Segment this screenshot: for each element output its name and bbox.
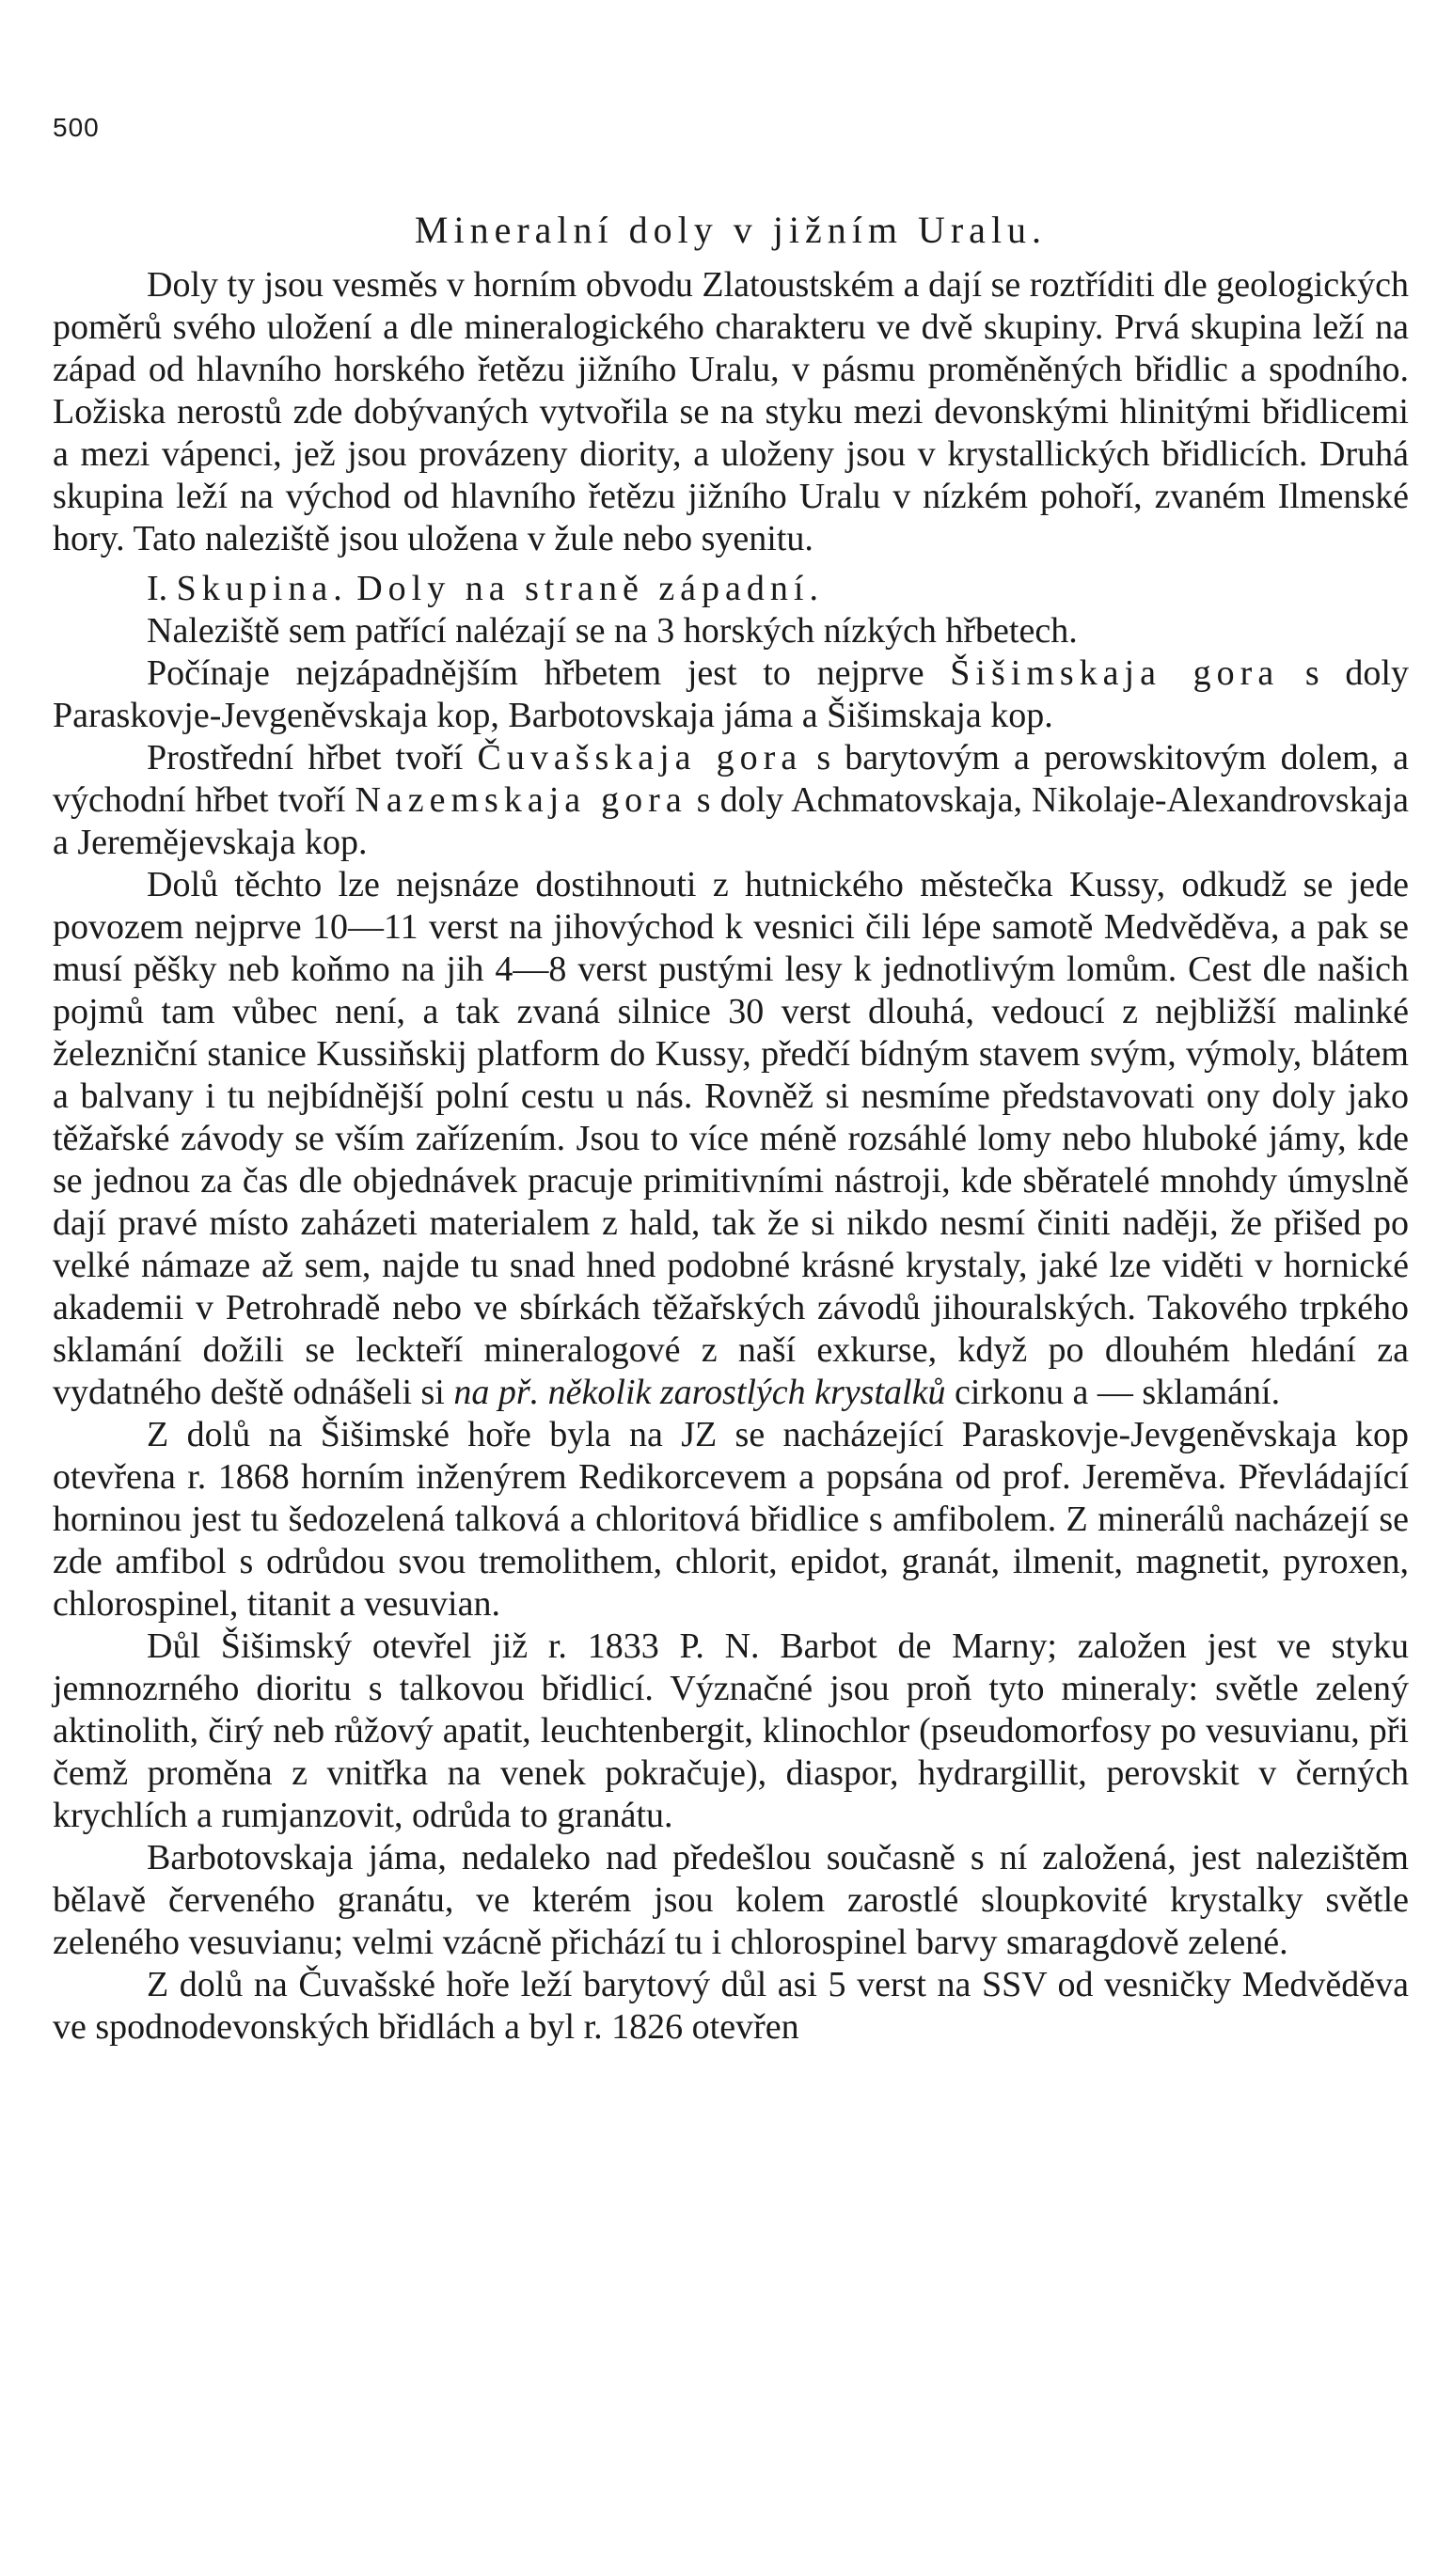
place-name: Čuvašskaja gora: [477, 738, 803, 778]
text-fragment: Prostřední hřbet tvoří: [147, 738, 464, 778]
paragraph-paraskovje: Z dolů na Šišimské hoře byla na JZ se nacházející Paraskovje-Jevgeněvskaja kop otevřena r. 1868 horním inženýrem Redikorcevem a popsána od prof. Jeremĕva. Převládající horninou jest tu šedozelená talková a chloritová břidlice s amfibolem. Z minerálů nacházejí se zde amfibol s odrůdou svou tremolithem, chlorit, epidot, granát, ilmenit, magnetit, pyroxen, chlorospinel, titanit a vesuvian.: [53, 1415, 1409, 1624]
page-number: 500: [53, 113, 100, 142]
article-title: Mineralní doly v jižním Uralu.: [414, 209, 1048, 251]
paragraph-sisimsky-mine: Důl Šišimský otevřel již r. 1833 P. N. Barbot de Marny; založen jest ve styku jemnozrného dioritu s talkovou břidlicí. Význačné jsou proň tyto mineraly: světle zelený aktinolith, čirý neb růžový apatit, leuchtenbergit, klinochlor (pseudomorfosy po vesuvianu, při čemž proměna z vnitřka na venek pokračuje), diaspor, hydrargillit, perovskit v černých krychlích a rumjanzovit, odrůda to granátu.: [53, 1626, 1409, 1835]
paragraph-sisimskaja: [53, 652, 1409, 737]
text-fragment: cirkonu a — sklamání.: [954, 1373, 1281, 1412]
section-heading: [53, 568, 1409, 610]
paragraph-localities: Naleziště sem patřící nalézají se na 3 horských nízkých hřbetech.: [147, 611, 1078, 651]
italic-fragment: na př. několik zarostlých krystalků: [453, 1373, 946, 1412]
section-title: Doly na straně západní.: [356, 569, 824, 608]
text-fragment: Počínaje nejzápadnějším hřbetem jest to nejprve: [147, 653, 924, 693]
place-name: Šišimskaja gora: [950, 653, 1280, 693]
paragraph-middle-ridge: [53, 737, 1409, 864]
paragraph-intro: Doly ty jsou vesměs v horním obvodu Zlatoustském a dají se roztříditi dle geologických poměrů svého uložení a dle mineralogického charakteru ve dvě skupiny. Prvá skupina leží na západ od hlavního horského řetězu jižního Uralu, v pásmu proměněných břidlic a spodního. Ložiska nerostů zde dobývaných vytvořila se na styku mezi devonskými hlinitými břidlicemi a mezi vápenci, jež jsou provázeny diority, a uloženy jsou v krystallických břidlicích. Druhá skupina leží na východ od hlavního řetězu jižního Uralu v nízkém pohoří, zvaném Ilmenské hory. Tato naleziště jsou uložena v žule nebo syenitu.: [53, 265, 1409, 558]
place-name: Nazemskaja gora: [355, 780, 687, 820]
article: [53, 209, 1409, 2049]
text-fragment: s doly Paraskovje-Jevgeněvskaja kop, Barbotovskaja jáma a Šišimskaja kop.: [53, 653, 1409, 735]
section-label: Skupina.: [176, 569, 348, 608]
section-number: I.: [147, 569, 168, 608]
text-fragment: Dolů těchto lze nejsnáze dostihnouti z hutnického městečka Kussy, odkudž se jede povozem nejprve 10—11 verst na jihovýchod k vesnici čili lépe samotě Medvěděva, a pak se musí pěšky neb koňmo na jih 4—8 verst pustými lesy k jednotlivým lomům. Cest dle našich pojmů tam vůbec není, a tak zvaná silnice 30 verst dlouhá, vedoucí z nejbližší malinké železniční stanice Kussiňskij platform do Kussy, předčí bídným stavem svým, výmoly, blátem a balvany i tu nejbídnější polní cestu u nás. Rovněž si nesmíme představovati ony doly jako těžařské závody se vším zařízením. Jsou to více méně rozsáhlé lomy nebo hluboké jámy, kde se jednou za čas dle objednávek pracuje primitivními nástroji, kde sběratelé mnohdy úmyslně dají pravé místo zaházeti materialem z hald, tak že si nikdo nesmí činiti naději, že přišed po velké námaze až sem, najde tu snad hned podobné krásné krystaly, jaké lze viděti v hornické akademii v Petrohradě nebo ve sbírkách těžařských závodů jihouralských. Takového trpkého sklamání dožili se leckteří mineralogové z naší exkurse, když po dlouhém hledání za vydatného deště odnášeli si: [53, 865, 1409, 1412]
paragraph-cuvasska: Z dolů na Čuvašské hoře leží barytový důl asi 5 verst na SSV od vesničky Medvěděva ve spodnodevonských břidlách a byl r. 1826 otevřen: [53, 1965, 1409, 2047]
text-fragment: s barytovým a perowskitovým dolem, a východní hřbet tvoří: [53, 738, 1410, 820]
paragraph-barbotovskaja: Barbotovskaja jáma, nedaleko nad předešlou současně s ní založená, jest nalezištěm bělavě červeného granátu, ve kterém jsou kolem zarostlé sloupkovité krystalky světle zeleného vesuvianu; velmi vzácně přichází tu i chlorospinel barvy smaragdově zelené.: [53, 1838, 1409, 1962]
text-fragment: s doly Achmatovskaja, Nikolaje-Alexandrovskaja a Jeremějevskaja kop.: [53, 780, 1410, 862]
paragraph-access: [53, 864, 1409, 1414]
